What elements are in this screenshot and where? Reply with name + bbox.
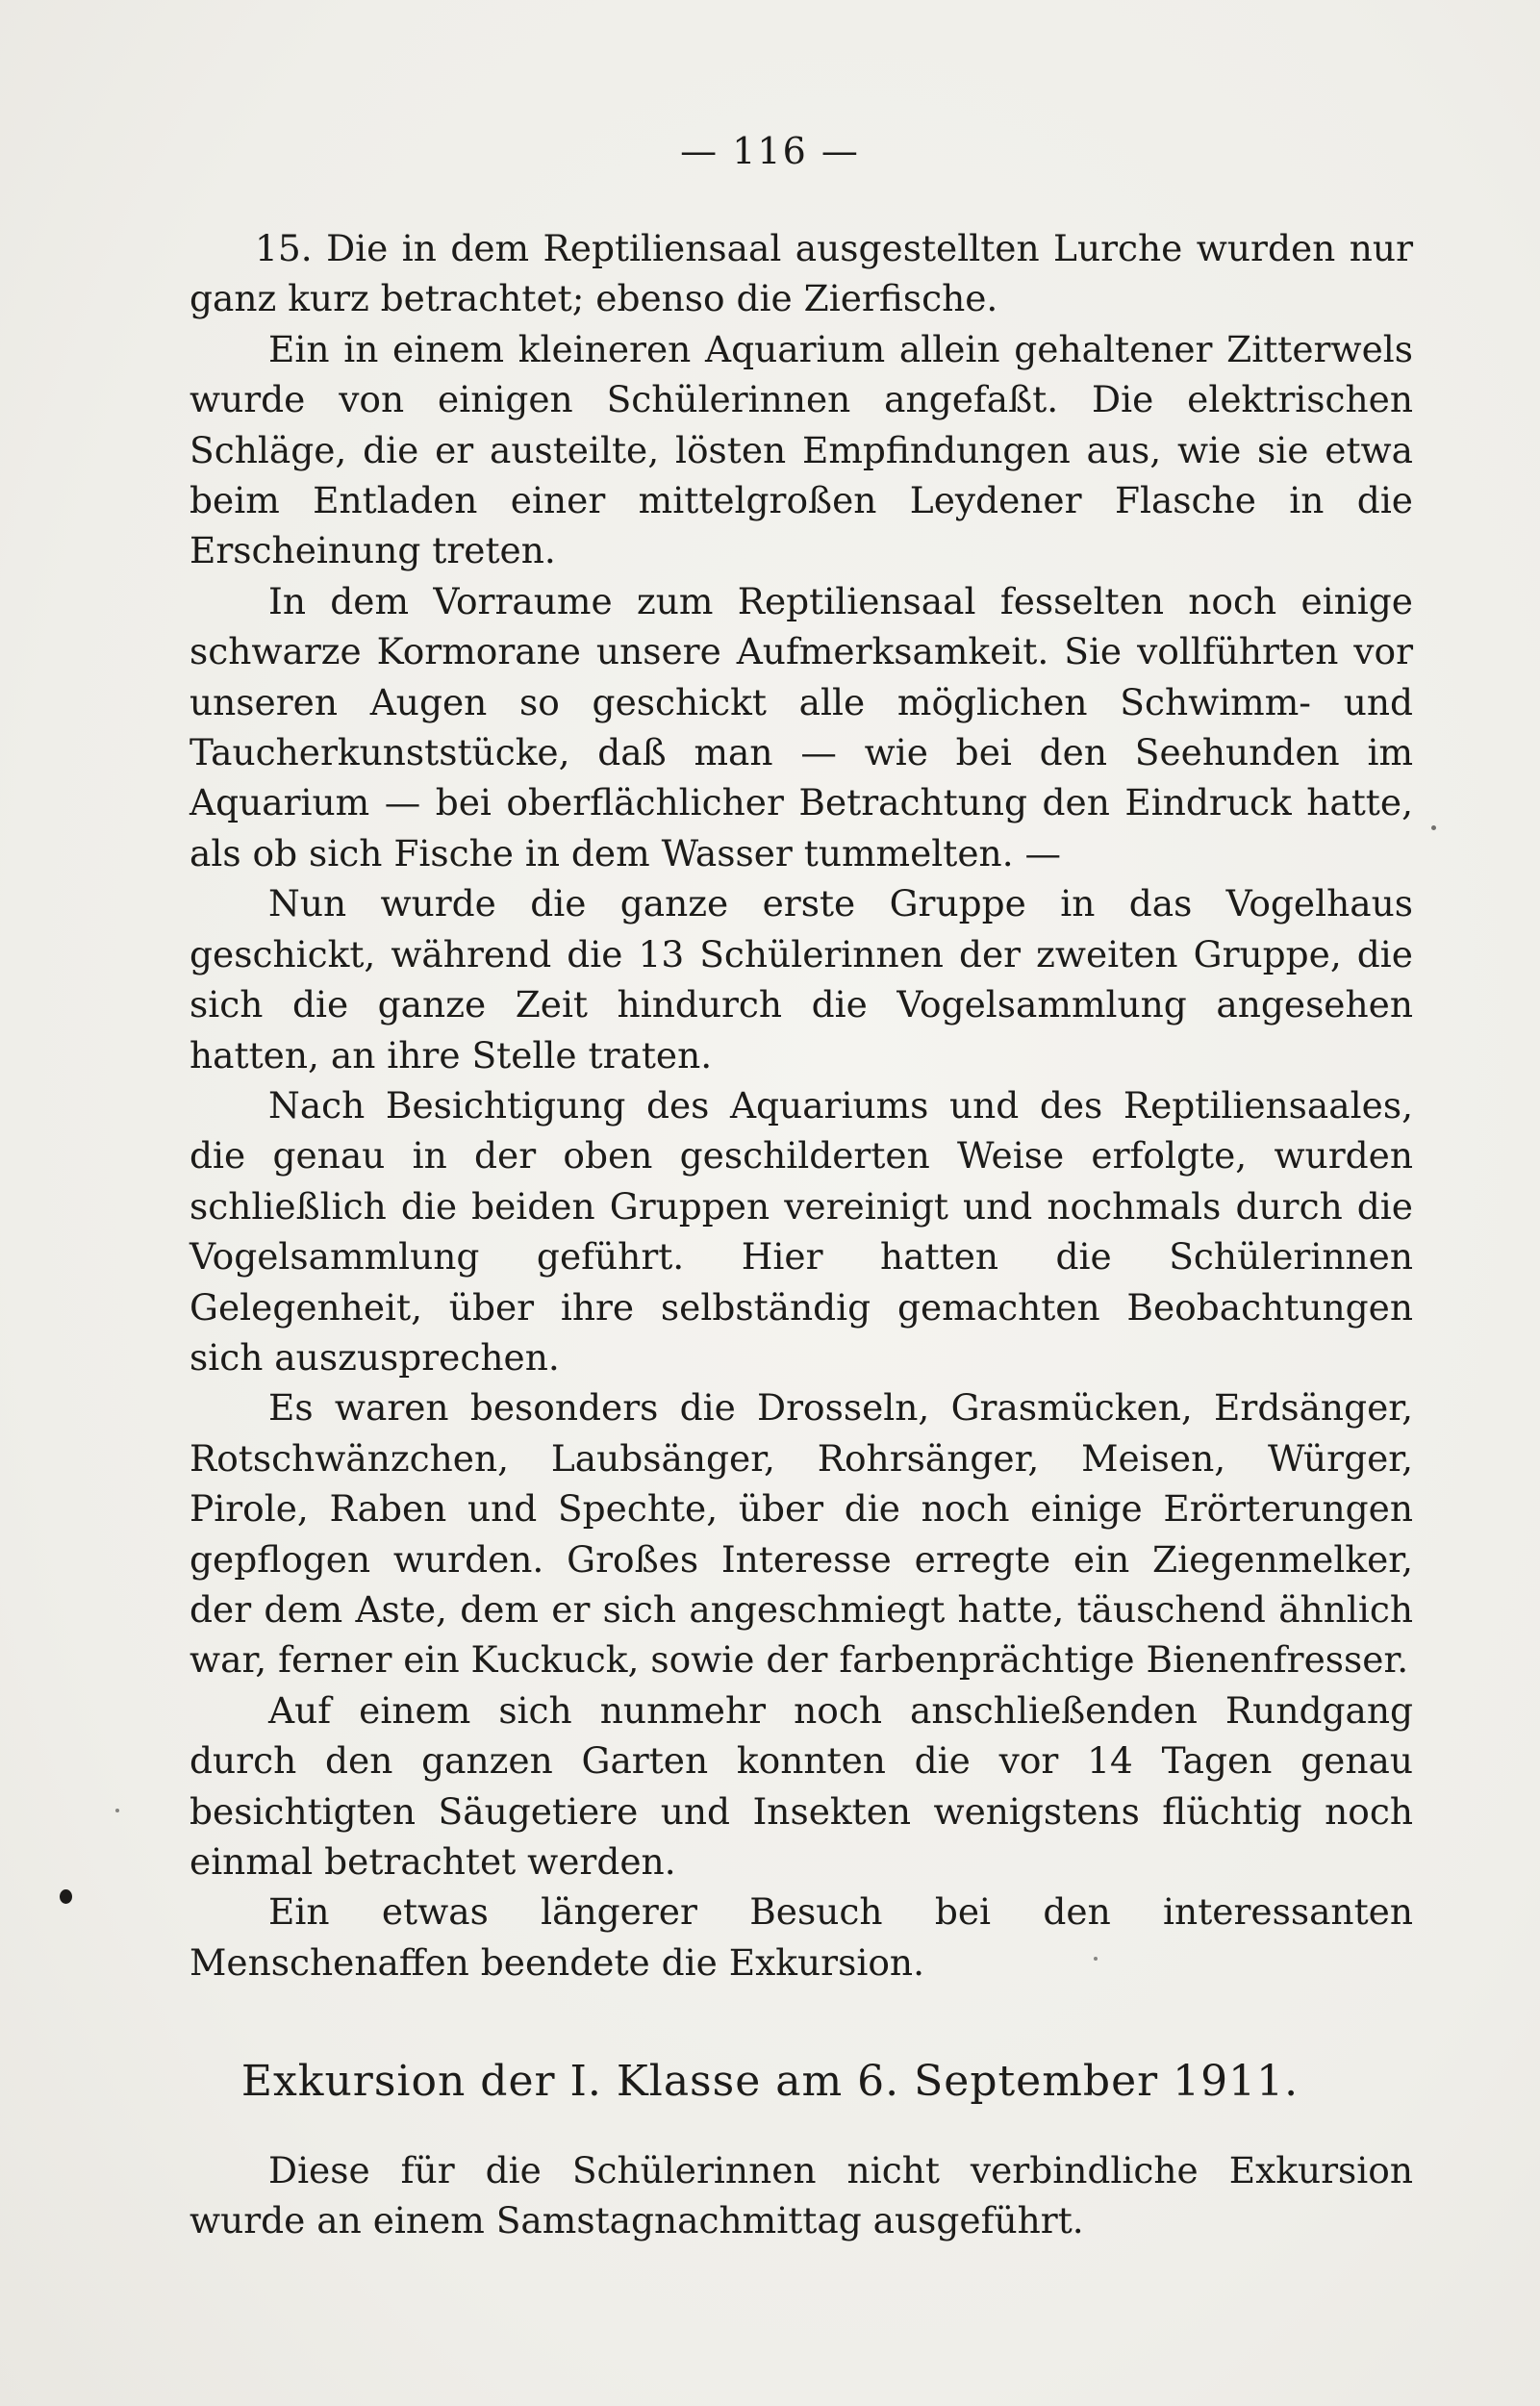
paragraph-zitterwels: Ein in einem kleineren Aquarium allein gehaltener Zitterwels wurde von einigen Schülerinnen angefaßt. Die elektrischen Schläge, die er austeilte, lösten Empfindungen aus, wie sie etwa beim Entladen einer mittelgroßen Leydener Flasche in die Erscheinung treten. (189, 327, 1413, 572)
paragraph-menschenaffen: Ein etwas längerer Besuch bei den interessanten Menschenaffen beendete die Exkursion. (189, 1890, 1413, 1984)
paragraph-samstag: Diese für die Schülerinnen nicht verbindliche Exkursion wurde an einem Samstagnachmittag ausgeführt. (189, 2149, 1413, 2242)
ink-speck (1431, 825, 1436, 830)
ink-speck (60, 1889, 72, 1904)
paragraph-vogelhaus: Nun wurde die ganze erste Gruppe in das Vogelhaus geschickt, während die 13 Schülerinnen der zweiten Gruppe, die sich die ganze Zeit hindurch die Vogelsammlung angesehen hatten, an ihre Stelle traten. (189, 882, 1413, 1076)
paragraph-vogelarten: Es waren besonders die Drosseln, Grasmücken, Erdsänger, Rotschwänzchen, Laubsänger, Rohrsänger, Meisen, Würger, Pirole, Raben und Spechte, über die noch einige Erörterungen gepflogen wurden. Großes Interesse erregte ein Ziegenmelker, der dem Aste, dem er sich angeschmiegt hatte, täuschend ähnlich war, ferner ein Kuckuck, sowie der farbenprächtige Bienenfresser. (189, 1386, 1413, 1682)
body-text-after-heading (189, 2145, 1413, 2246)
paragraph-rundgang: Auf einem sich nunmehr noch anschließenden Rundgang durch den ganzen Garten konnten die vor 14 Tagen genau besichtigten Säugetiere und Insekten wenigstens flüchtig noch einmal betrachtet werden. (189, 1688, 1413, 1883)
body-text (189, 223, 1413, 1988)
page-number: — 116 — (680, 130, 860, 172)
paragraph-besichtigung: Nach Besichtigung des Aquariums und des Reptiliensaales, die genau in der oben geschilderten Weise erfolgte, wurden schließlich die beiden Gruppen vereinigt und nochmals durch die Vogelsammlung geführt. Hier hatten die Schülerinnen Gelegenheit, über ihre selbständig gemachten Beobachtungen sich auszusprechen. (189, 1083, 1413, 1379)
section-heading: Exkursion der I. Klasse am 6. September 1911. (240, 2057, 1300, 2106)
ink-speck (1094, 1957, 1098, 1961)
paragraph-kormorane: In dem Vorraume zum Reptiliensaal fesselten noch einige schwarze Kormorane unsere Aufmerksamkeit. Sie vollführten vor unseren Augen so geschickt alle möglichen Schwimm- und Taucherkunststücke, daß man — wie bei den Seehunden im Aquarium — bei oberflächlicher Betrachtung den Eindruck hatte, als ob sich Fische in dem Wasser tummelten. — (189, 579, 1413, 874)
paragraph-lurche: 15. Die in dem Reptiliensaal ausgestellten Lurche wurden nur ganz kurz betrachtet; ebenso die Zierfische. (189, 227, 1413, 320)
ink-speck (115, 1809, 119, 1812)
